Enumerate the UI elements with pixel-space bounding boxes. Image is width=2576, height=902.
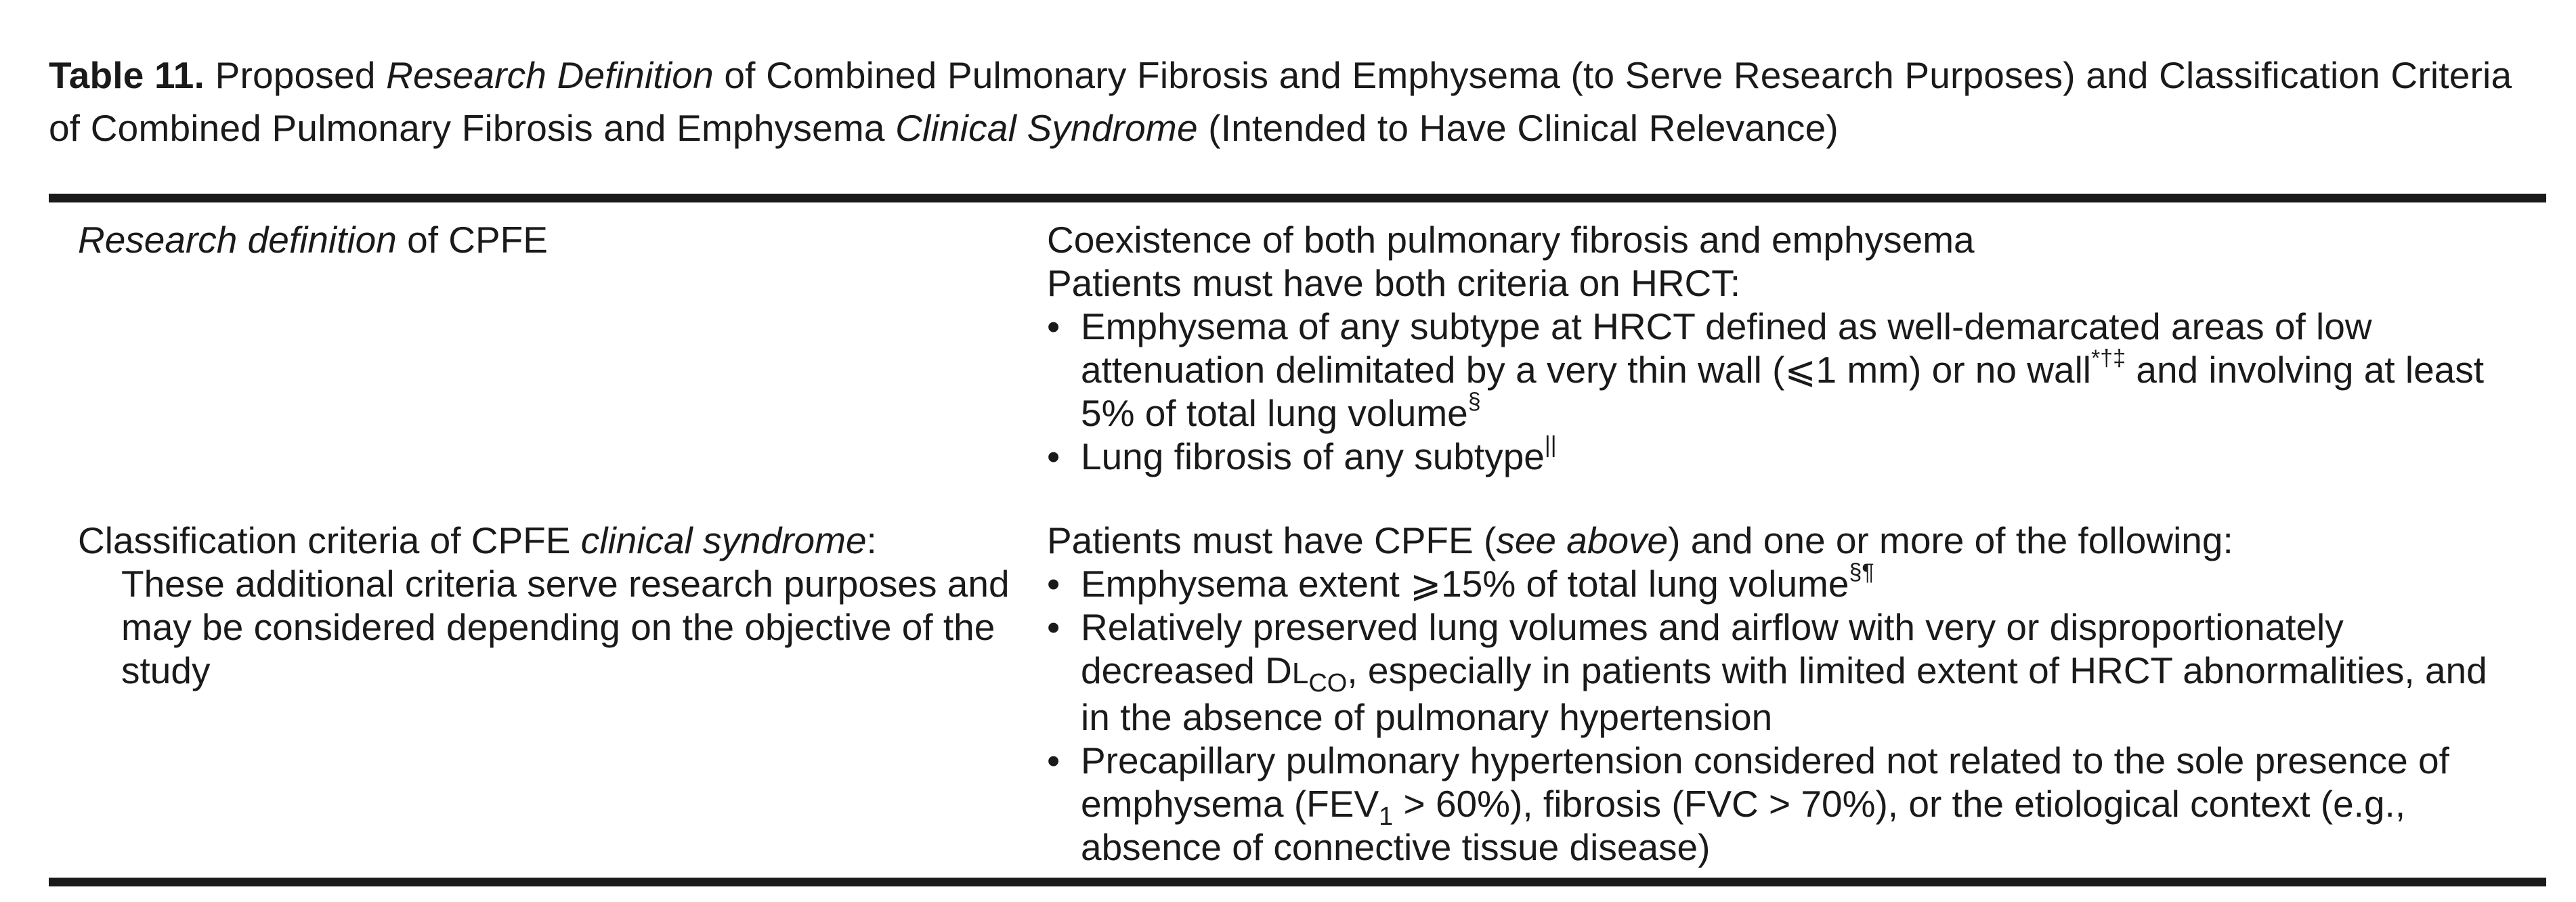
row2-bullet-2-sub-l: L [1291,657,1309,690]
row1-bullet-1-sup: *†‡ [2091,345,2126,371]
row2-lead [1047,519,2523,562]
caption-italic-research-definition: Research Definition [386,54,714,96]
row1-bullet-2-text: Lung fibrosis of any subtype [1081,435,1545,477]
row2-bullet-3-text-pre: Precapillary pulmonary hypertension considered not related to the sole presence of emphysema (FEV [1081,739,2449,825]
row2-bullet-2 [1047,605,2523,739]
row1-bullet-1-sup2: § [1467,388,1481,414]
caption-text-2: of Combined Pulmonary Fibrosis and Emphysema (to Serve Research Purposes) and Classification Criteria of Combined Pulmonary Fibrosis and Emphysema [49,54,2512,149]
row1-bullet-1 [1047,305,2523,435]
row2-lead-italic: see above [1496,519,1669,561]
row2-bullet-2-sub-co: CO [1308,669,1348,697]
row2-label-italic: clinical syndrome [580,519,867,561]
row1-content [1047,218,2523,478]
row2-label [78,519,1039,692]
row2-lead-post: ) and one or more of the following: [1668,519,2233,561]
row2-bullet-3-sub: 1 [1379,802,1394,831]
row2-label-plain: Classification criteria of CPFE [78,519,571,561]
row2-label-title [78,519,1039,562]
row1-bullet-1-text: Emphysema of any subtype at HRCT defined as well-demarcated areas of low attenuation delimitated by a very thin wall (⩽1 mm) or no wall [1081,305,2372,391]
row2-label-note: These additional criteria serve research purposes and may be considered depending on the objective of the study [121,563,1010,691]
row2-bullet-1-sup: §¶ [1849,559,1874,585]
row1-bullet-2-sup: || [1544,431,1557,458]
row1-label-italic: Research definition [78,219,397,261]
row2-content [1047,519,2523,869]
table-bottom-rule [49,878,2546,886]
row2-bullet-3 [1047,739,2523,869]
caption-text-3: (Intended to Have Clinical Relevance) [1208,107,1839,149]
table-top-rule [49,194,2546,202]
table-label: Table 11. [49,54,205,96]
row2-bullet-3-text-mid: > 60%), fibrosis (FVC > 70%), or the etiological context (e.g., absence of connective tissue disease) [1081,783,2406,868]
row2-bullet-2-text-pre: Relatively preserved lung volumes and airflow with very or disproportionately decreased D [1081,606,2344,691]
table-caption [49,49,2527,154]
row1-line-1: Coexistence of both pulmonary fibrosis and emphysema [1047,219,1975,261]
row1-label [78,218,1026,261]
row1-line-2: Patients must have both criteria on HRCT: [1047,262,1741,304]
row1-bullet-1-text2: and involving at least 5% of total lung volume [1081,349,2485,434]
row1-bullet-2 [1047,431,2523,478]
row1-label-rest: of CPFE [407,219,548,261]
row2-lead-pre: Patients must have CPFE ( [1047,519,1497,561]
row2-bullet-2-text-post: , especially in patients with limited extent of HRCT abnormalities, and in the absence of pulmonary hypertension [1081,649,2487,738]
caption-text-1: Proposed [215,54,376,96]
row2-label-colon: : [866,519,877,561]
row2-bullet-1 [1047,559,2523,605]
caption-italic-clinical-syndrome: Clinical Syndrome [895,107,1198,149]
row2-bullet-1-text: Emphysema extent ⩾15% of total lung volume [1081,563,1849,605]
